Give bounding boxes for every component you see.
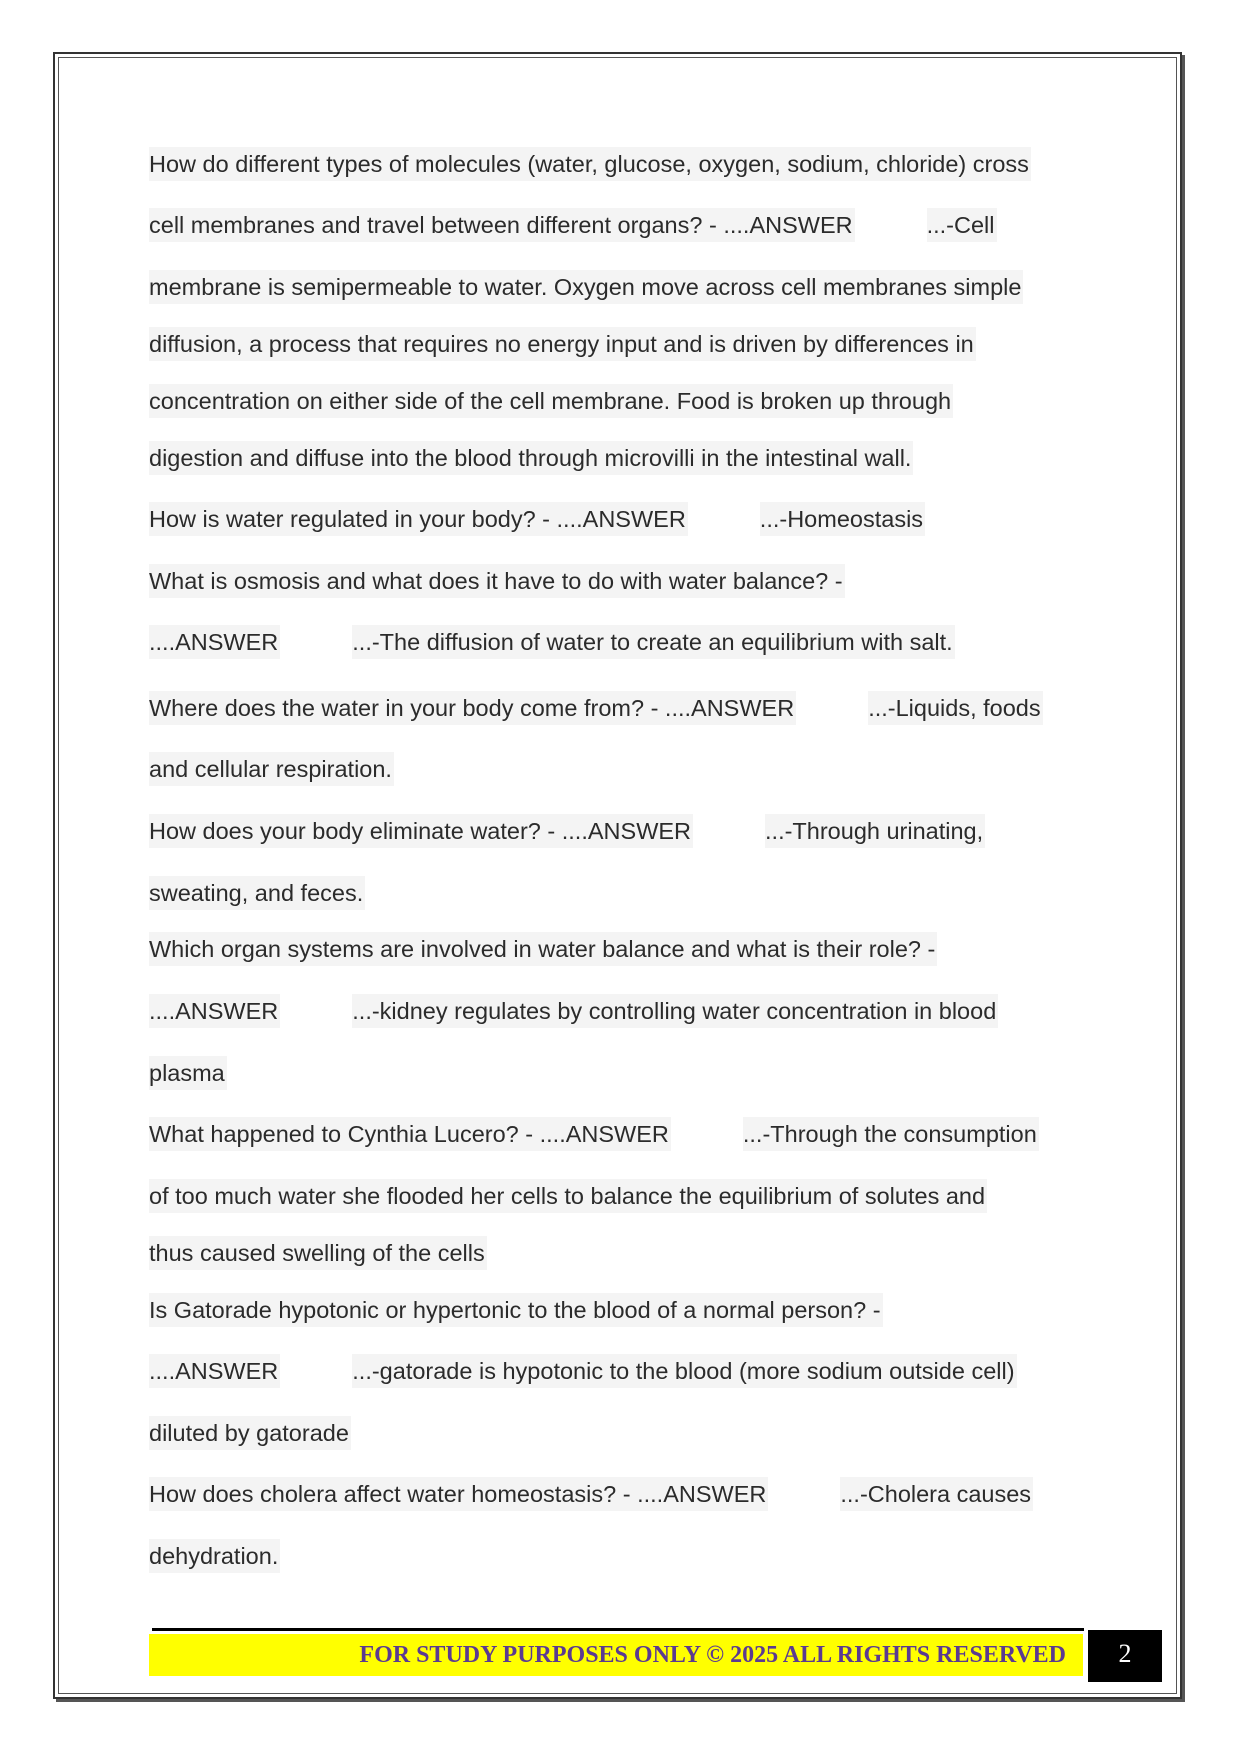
text-line: dehydration. xyxy=(149,1539,280,1573)
footer-rule xyxy=(152,1628,1084,1631)
text-line: Which organ systems are involved in water balance and what is their role? - xyxy=(149,932,937,966)
text-line: plasma xyxy=(149,1056,227,1090)
text-line: Is Gatorade hypotonic or hypertonic to the blood of a normal person? - xyxy=(149,1293,883,1327)
text-line: What happened to Cynthia Lucero? - ....ANSWER ...-Through the consumption xyxy=(149,1117,1039,1151)
text-line: of too much water she flooded her cells to balance the equilibrium of solutes and xyxy=(149,1179,987,1213)
text-line: diluted by gatorade xyxy=(149,1416,351,1450)
text-line: diffusion, a process that requires no energy input and is driven by differences in xyxy=(149,327,976,361)
text-line: sweating, and feces. xyxy=(149,876,365,910)
text-line: and cellular respiration. xyxy=(149,752,394,786)
footer-banner: FOR STUDY PURPOSES ONLY © 2025 ALL RIGHTS RESERVED xyxy=(149,1634,1083,1676)
text-line: How does cholera affect water homeostasis? - ....ANSWER ...-Cholera causes xyxy=(149,1477,1033,1511)
text-line: ....ANSWER ...-kidney regulates by controlling water concentration in blood xyxy=(149,994,998,1028)
page-number: 2 xyxy=(1088,1630,1162,1682)
text-line: membrane is semipermeable to water. Oxygen move across cell membranes simple xyxy=(149,270,1023,304)
text-line: ....ANSWER ...-The diffusion of water to create an equilibrium with salt. xyxy=(149,625,955,659)
text-line: How does your body eliminate water? - ....ANSWER ...-Through urinating, xyxy=(149,814,985,848)
text-line: cell membranes and travel between different organs? - ....ANSWER ...-Cell xyxy=(149,208,997,242)
text-line: ....ANSWER ...-gatorade is hypotonic to the blood (more sodium outside cell) xyxy=(149,1354,1017,1388)
text-line: How do different types of molecules (water, glucose, oxygen, sodium, chloride) cross xyxy=(149,147,1031,181)
text-line: concentration on either side of the cell membrane. Food is broken up through xyxy=(149,384,953,418)
text-line: Where does the water in your body come from? - ....ANSWER ...-Liquids, foods xyxy=(149,691,1043,725)
text-line: thus caused swelling of the cells xyxy=(149,1236,487,1270)
text-line: digestion and diffuse into the blood through microvilli in the intestinal wall. xyxy=(149,441,913,475)
text-line: What is osmosis and what does it have to do with water balance? - xyxy=(149,564,845,598)
text-line: How is water regulated in your body? - ....ANSWER ...-Homeostasis xyxy=(149,502,925,536)
